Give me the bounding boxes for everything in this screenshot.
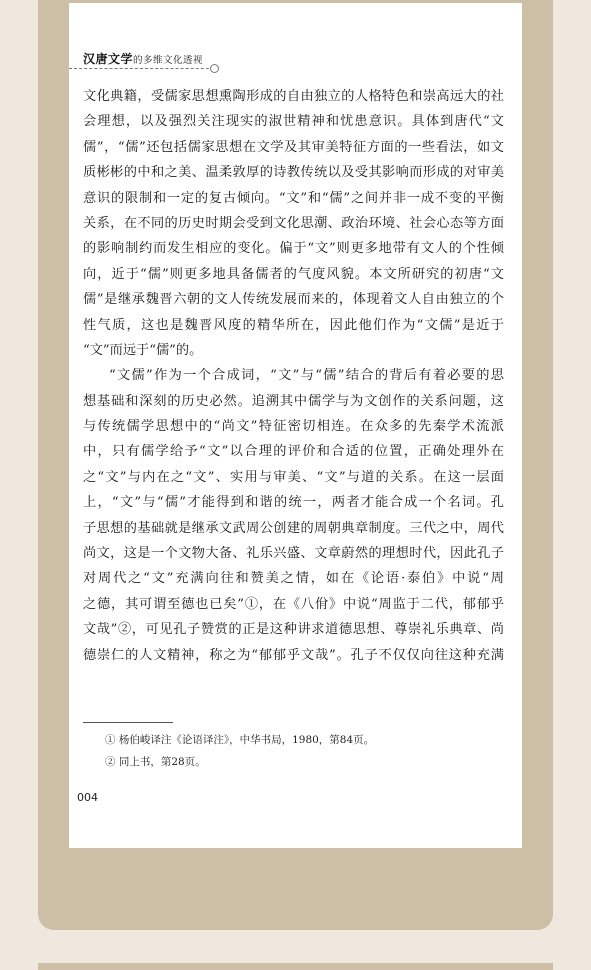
- text-line: 文哉”②，可见孔子赞赏的正是这种讲求道德思想、尊崇礼乐典章、尚: [83, 622, 504, 638]
- text-line: 关系，在不同的历史时期会受到文化思潮、政治环境、社会心态等方面: [83, 215, 504, 231]
- running-head-ornament-icon: [210, 64, 219, 73]
- text-line: 尚文，这是一个文物大备、礼乐兴盛、文章蔚然的理想时代，因此孔子: [83, 546, 504, 562]
- running-head-rule: [69, 68, 214, 69]
- text-line: 与传统儒学思想中的“尚文”特征密切相连。在众多的先秦学术流派: [83, 419, 504, 435]
- text-line: 文化典籍，受儒家思想熏陶形成的自由独立的人格特色和崇高远大的社: [83, 89, 504, 104]
- text-line: 上，“文”与“儒”才能得到和谐的统一，两者才能合成一个名词。孔: [83, 495, 504, 511]
- text-line: 性气质，这也是魏晋风度的精华所在，因此他们作为“文儒”是近于: [83, 317, 504, 333]
- text-line: 意识的限制和一定的复古倾向。“文”和“儒”之间并非一成不变的平衡: [83, 190, 504, 206]
- running-head-title-light: 的多维文化透视: [133, 55, 204, 66]
- text-line: 向，近于“儒”则更多地具备儒者的气度风貌。本文所研究的初唐“文: [83, 266, 504, 282]
- text-line: 对周代之“文”充满向往和赞美之情，如在《论语·泰伯》中说“周: [83, 571, 504, 587]
- text-line: 之德，其可谓至德也已矣”①，在《八佾》中说“周监于二代，郁郁乎: [83, 596, 504, 612]
- footnote-2: ② 同上书，第28页。: [105, 756, 206, 768]
- text-line: 德崇仁的人文精神，称之为“郁郁乎文哉”。孔子不仅仅向往这种充满: [83, 647, 504, 663]
- text-line: 儒”，“儒”还包括儒家思想在文学及其审美特征方面的一些看法，如文: [83, 139, 504, 155]
- text-line: 儒”是继承魏晋六朝的文人传统发展而来的，体现着文人自由独立的个: [83, 292, 504, 308]
- page-number: 004: [77, 791, 98, 804]
- text-line: “文儒”作为一个合成词，“文”与“儒”结合的背后有着必要的思: [109, 368, 504, 384]
- footnote-rule: [83, 722, 173, 723]
- text-line: 会理想，以及强烈关注现实的淑世精神和忧患意识。具体到唐代“文: [83, 114, 504, 130]
- body-text: [83, 84, 504, 668]
- book-page: [69, 3, 522, 848]
- footnotes: [105, 729, 374, 773]
- text-line: 中，只有儒学给予“文”以合理的评价和合适的位置，正确处理外在: [83, 444, 504, 460]
- text-line: “文”而远于“儒”的。: [83, 342, 203, 358]
- running-head: [83, 50, 203, 66]
- bottom-strip: [38, 963, 553, 970]
- footnote-1: ① 杨伯峻译注《论语译注》，中华书局，1980，第84页。: [105, 734, 375, 746]
- running-head-title-strong: 汉唐文学: [83, 52, 134, 66]
- text-line: 之“文”与内在之“文”、实用与审美、“文”与道的关系。在这一层面: [83, 469, 504, 485]
- text-line: 想基础和深刻的历史必然。追溯其中儒学与为文创作的关系问题，这: [83, 393, 504, 409]
- text-line: 子思想的基础就是继承文武周公创建的周朝典章制度。三代之中，周代: [83, 520, 504, 536]
- text-line: 质彬彬的中和之美、温柔敦厚的诗教传统以及受其影响而形成的对审美: [83, 165, 504, 181]
- text-line: 的影响制约而发生相应的变化。偏于“文”则更多地带有文人的个性倾: [83, 241, 504, 257]
